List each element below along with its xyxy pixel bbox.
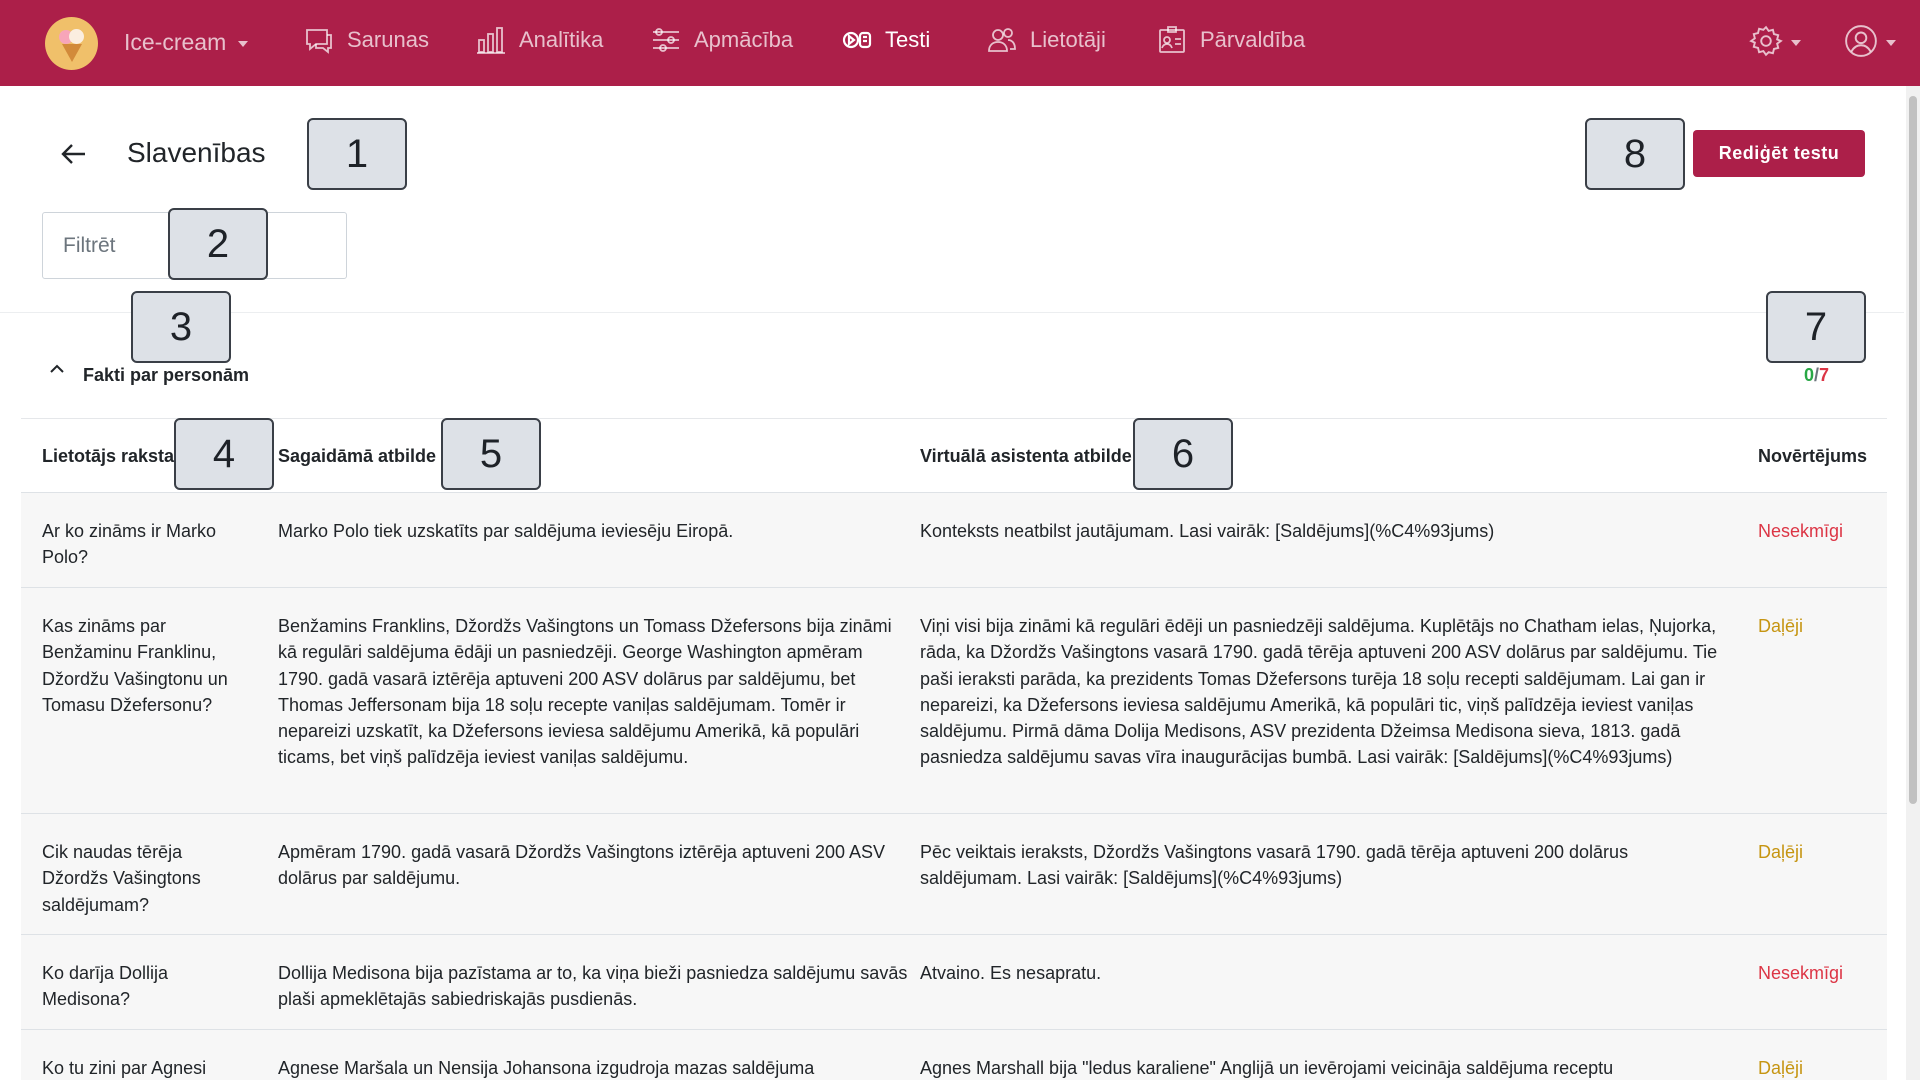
marker-6: 6 [1133, 418, 1233, 490]
row-rating: Daļēji [1758, 842, 1804, 862]
row-assistant-answer: Atvaino. Es nesapratu. [920, 963, 1102, 983]
chevron-down-icon [238, 41, 248, 47]
row-assistant-answer: Agnes Marshall bija "ledus karaliene" Anglijā un ievērojami veicināja saldējuma receptu [920, 1058, 1614, 1078]
admin-icon [1156, 24, 1188, 56]
marker-5: 5 [441, 418, 541, 490]
row-rating: Nesekmīgi [1758, 963, 1844, 983]
table-row[interactable] [21, 1030, 1887, 1080]
row-expected-answer: Apmēram 1790. gadā vasarā Džordžs Vašingtons iztērēja aptuveni 200 ASV dolārus par saldējumu. [278, 842, 886, 889]
row-question: Cik naudas tērēja Džordžs Vašingtons saldējumam? [42, 842, 201, 915]
nav-item-training[interactable] [650, 24, 793, 56]
nav-item-label: Pārvaldība [1200, 27, 1306, 52]
marker-4: 4 [174, 418, 274, 490]
row-expected-answer: Dollija Medisona bija pazīstama ar to, ka viņa bieži pasniedza saldējumu savās plaši apmeklētajās sabiedriskajās pusdienās. [278, 963, 908, 1010]
sliders-icon [650, 24, 682, 56]
row-assistant-answer: Pēc veiktais ieraksts, Džordžs Vašingtons vasarā 1790. gadā tērēja aptuveni 200 dolārus saldējumam. Lasi vairāk: [Saldējums](%C4%93jums) [920, 842, 1629, 889]
column-header-rating: Novērtējums [1758, 446, 1868, 466]
back-button[interactable] [58, 138, 90, 170]
row-question: Ko darīja Dollija Medisona? [42, 963, 169, 1010]
settings-menu[interactable] [1749, 24, 1801, 58]
collapse-toggle[interactable] [48, 360, 66, 378]
brand-logo-icon[interactable] [45, 17, 98, 70]
page-scrollbar[interactable] [1906, 86, 1920, 1080]
project-name: Ice-cream [124, 29, 227, 55]
gear-icon [1749, 24, 1783, 58]
nav-item-administration[interactable] [1156, 24, 1305, 56]
section-score [1804, 365, 1829, 386]
nav-item-tests[interactable] [841, 24, 930, 56]
table-row[interactable] [21, 935, 1887, 1030]
arrow-left-icon [58, 138, 90, 170]
marker-8: 8 [1585, 118, 1685, 190]
score-passed: 0 [1804, 365, 1815, 385]
chevron-up-icon [48, 360, 66, 378]
row-question: Ko tu zini par Agnesi [42, 1058, 207, 1078]
marker-3: 3 [131, 291, 231, 363]
divider [0, 312, 1904, 313]
score-total: 7 [1819, 365, 1830, 385]
nav-item-label: Apmācība [694, 27, 794, 52]
marker-1: 1 [307, 118, 407, 190]
chat-icon [303, 24, 335, 56]
nav-item-label: Lietotāji [1030, 27, 1106, 52]
row-assistant-answer: Konteksts neatbilst jautājumam. Lasi vairāk: [Saldējums](%C4%93jums) [920, 521, 1495, 541]
table-header [21, 418, 1887, 493]
top-navbar [0, 0, 1920, 86]
score-separator: / [1814, 365, 1820, 385]
nav-item-label: Sarunas [347, 27, 429, 52]
project-selector[interactable] [124, 29, 248, 56]
scrollbar-thumb[interactable] [1909, 96, 1917, 804]
row-expected-answer: Benžamins Franklins, Džordžs Vašingtons un Tomass Džefersons bija zināmi kā regulāri saldējuma ēdāji un pasniedzēji. George Washington apmēram 1790. gadā vasarā iztērēja aptuveni 200 ASV dolārus par saldējumu, bet Thomas Jeffersonam bija 18 soļu recepte vaniļas saldējumam. Tomēr ir nepareizi uzskatīt, ka Džefersons ieviesa saldējumu Amerikā, kā populāri ticams, bet viņš palīdzēja ieviest vaniļas saldējumu. [278, 616, 892, 768]
table-row[interactable] [21, 814, 1887, 935]
row-rating: Nesekmīgi [1758, 521, 1844, 541]
user-menu[interactable] [1844, 24, 1896, 58]
chevron-down-icon [1791, 40, 1801, 46]
results-table [21, 418, 1887, 1080]
table-row[interactable] [21, 493, 1887, 588]
edit-test-button[interactable]: Rediģēt testu [1693, 130, 1865, 177]
page-title: Slavenības [127, 137, 266, 168]
chevron-down-icon [1886, 40, 1896, 46]
user-avatar-icon [1844, 24, 1878, 58]
marker-2: 2 [168, 208, 268, 280]
nav-item-users[interactable] [986, 24, 1106, 56]
column-header-user-input: Lietotājs raksta [42, 446, 175, 466]
column-header-expected-answer: Sagaidāmā atbilde [278, 446, 437, 466]
nav-item-analytics[interactable] [475, 24, 603, 56]
column-header-assistant-answer: Virtuālā asistenta atbilde [920, 446, 1132, 466]
row-rating: Daļēji [1758, 616, 1804, 636]
nav-item-label: Analītika [519, 27, 604, 52]
nav-item-label: Testi [885, 27, 931, 52]
row-expected-answer: Marko Polo tiek uzskatīts par saldējuma ieviesēju Eiropā. [278, 521, 734, 541]
row-rating: Daļēji [1758, 1058, 1804, 1078]
row-assistant-answer: Viņi visi bija zināmi kā regulāri ēdēji un pasniedzēji saldējuma. Kuplētājs no Chatham ielas, Ņujorka, rāda, ka Džordžs Vašingtons vasarā 1790. gadā tērēja aptuveni 200 ASV dolārus par saldējumu. Tie paši ieraksti parāda, ka prezidents Tomas Džefersons turēja 18 soļu recepti saldējumam. Lai gan ir nepareizi, ka Džefersons ieviesa saldējumu Amerikā, kā populāri tic, viņš palīdzēja ieviest vaniļas saldējumu. Pirmā dāma Dolija Medisons, ASV prezidenta Džeimsa Medisona sieva, 1813. gadā pasniedza saldējumu savas vīra inaugurācijas bumbā. Lasi vairāk: [Saldējums](%C4%93jums) [920, 616, 1718, 768]
marker-7: 7 [1766, 291, 1866, 363]
table-row[interactable] [21, 588, 1887, 814]
test-icon [841, 24, 873, 56]
row-expected-answer: Agnese Maršala un Nensija Johansona izgudroja mazas saldējuma [278, 1058, 815, 1078]
row-question: Kas zināms par Benžaminu Franklinu, Džordžu Vašingtonu un Tomasu Džefersonu? [42, 616, 228, 715]
row-question: Ar ko zināms ir Marko Polo? [42, 521, 217, 568]
bar-chart-icon [475, 24, 507, 56]
users-icon [986, 24, 1018, 56]
section-title[interactable]: Fakti par personām [83, 365, 250, 385]
nav-item-conversations[interactable] [303, 24, 429, 56]
